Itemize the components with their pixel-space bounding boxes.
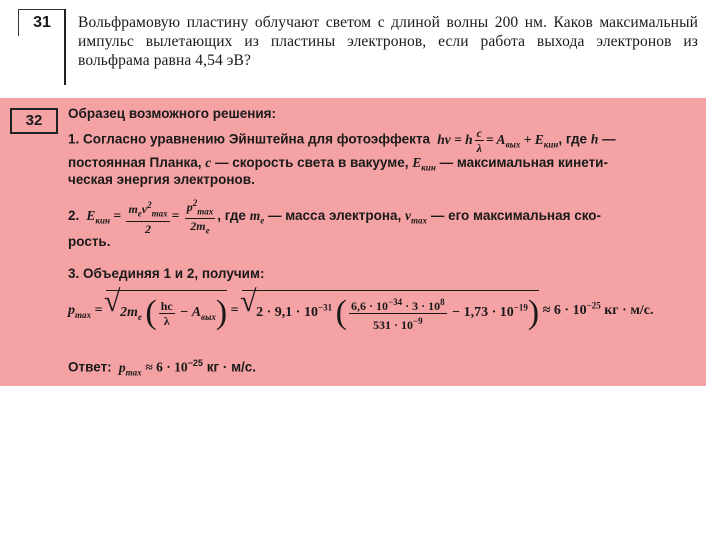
step-1-line-1: 1. Согласно уравнению Эйнштейна для фотоэффекта hν = h $\frac{c}{\lambda}$ = $A_{вых} + E_{кин}$, где h — [68,126,616,155]
momentum-formula: $p_{max}$ = √ $2m_e$ ( $\frac{hc}{\lambda}$ − $A_{вых}$) = √ $2 \cdot 9,1 \cdot 10^{-31}$ ( $\frac{6,6 \cdot 10^{-34} \cdot 3 \cdot 10^8}{531 \cdot 10^{-9}}$ − $1,73 \cdot 10^{-19}) \approx 6 \cdot 10^{-25}$ кг · м/с. [68,290,653,332]
symbol-me: $m_e$ [249,207,265,226]
task-31-divider [64,9,66,85]
einstein-equation: hν = h $\frac{c}{\lambda}$ = $A_{вых} + E_{кин}$ [433,126,559,155]
answer-symbol: $p_{max}$ [115,359,142,378]
step-1-max-kinetic: — максимальная кинети- [439,155,608,170]
answer-value: ≈ 6 · 10 [145,359,188,375]
step-2-where: , где [217,207,246,223]
step-1-line-3: ческая энергия электронов. [68,172,255,187]
step-1-planck: постоянная Планка, [68,155,202,170]
step-2-line-1 [68,196,601,238]
step-2-electron-mass: — масса электрона, [267,207,402,223]
formula-result: ≈ 6 · 10 [542,303,587,319]
step-1-light-speed: — скорость света в вакууме, [215,155,409,170]
answer-unit: кг · м/с. [206,359,257,375]
step-2-line-2: рость. [68,234,111,249]
formula-unit: кг · м/с. [604,303,654,319]
answer-label: Ответ: [68,359,112,375]
step-1-intro: 1. Согласно уравнению Эйнштейна для фотоэффекта [68,131,431,147]
step-3-text: 3. Объединяя 1 и 2, получим: [68,266,265,281]
symbol-h: h [590,131,599,147]
step-2-max-speed: — его максимальная ско- [430,207,602,223]
symbol-vmax: $v_{max}$ [405,207,428,226]
step-1-where: где [565,131,588,147]
formula-exponent: −25 [586,300,601,311]
step-2-number: 2. [68,207,80,223]
answer-line [68,358,256,377]
symbol-c: c [205,155,212,170]
task-31-number: 31 [18,9,65,36]
kinetic-energy-formula: $E_{кин}$ = $\frac{m_ev^2_{max}}{2}$ = $\frac{p^2_{max}}{2m_e}$ [83,198,214,236]
step-1-line-2 [68,155,608,173]
task-31-text: Вольфрамовую пластину облучают светом с длиной волны 200 нм. Каков максимальный импульс вылетающих из пластины электронов, если работа выхода электронов из вольфрама равна 4,54 эВ? [78,14,698,69]
task-32-number: 32 [10,108,58,134]
solution-heading: Образец возможного решения: [68,106,277,121]
answer-exponent: −25 [187,358,203,368]
symbol-ekin: $E_{кин}$ [412,155,436,173]
